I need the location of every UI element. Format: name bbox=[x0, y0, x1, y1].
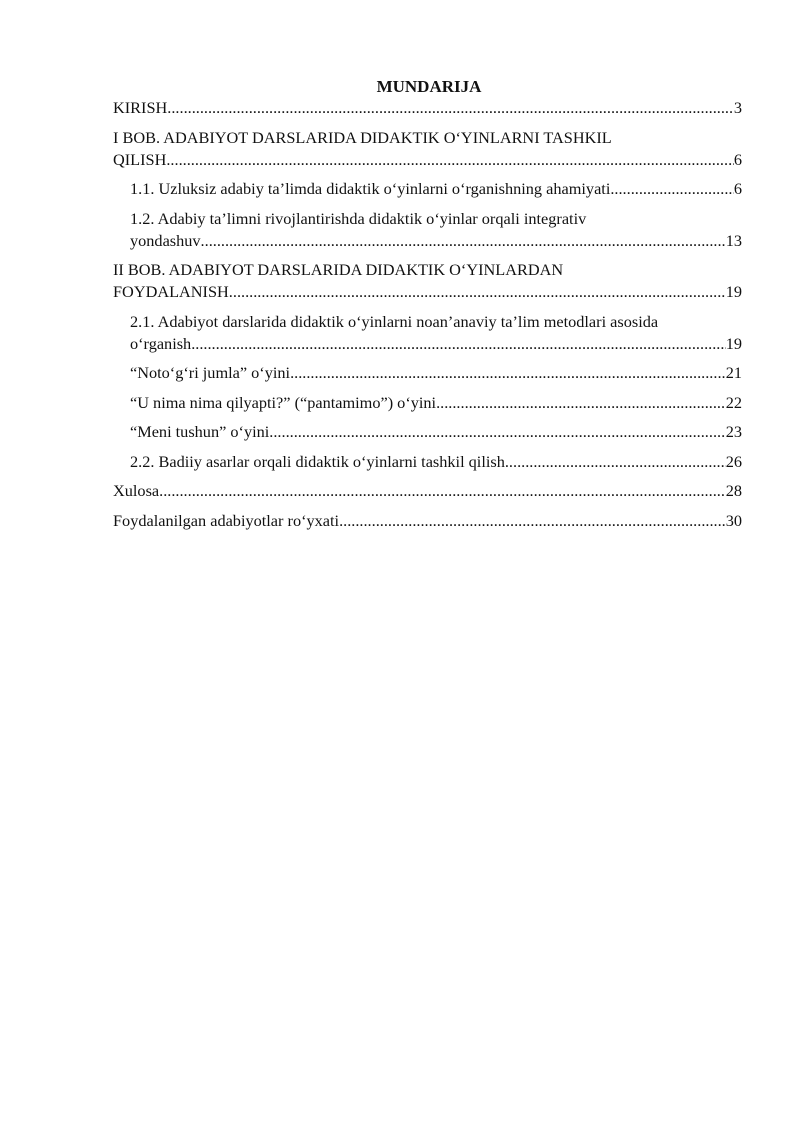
toc-entry-text: 2.2. Badiiy asarlar orqali didaktik o‘yinlarni tashkil qilish bbox=[130, 451, 505, 471]
toc-entry-text-line1: 1.2. Adabiy ta’limni rivojlantirishda didaktik o‘yinlar orqali integrativ bbox=[130, 208, 587, 228]
toc-entry-text: yondashuv bbox=[130, 230, 201, 250]
toc-entry-conclusion[interactable] bbox=[113, 480, 742, 502]
toc-entry-kirish[interactable] bbox=[113, 97, 742, 119]
toc-entry-section-1-1[interactable] bbox=[130, 178, 742, 200]
toc-page-number: 30 bbox=[725, 510, 742, 530]
toc-page-number: 6 bbox=[733, 149, 742, 169]
dot-leader bbox=[229, 281, 726, 303]
toc-entry-section-1-2[interactable] bbox=[130, 208, 742, 252]
table-of-contents bbox=[113, 97, 742, 532]
toc-page-number: 28 bbox=[725, 481, 742, 500]
toc-entry-text: o‘rganish bbox=[130, 333, 192, 353]
toc-entry-game-1[interactable] bbox=[130, 362, 742, 384]
dot-leader bbox=[201, 230, 726, 252]
dot-leader bbox=[505, 451, 726, 473]
toc-entry-section-2-1[interactable] bbox=[130, 311, 742, 355]
toc-page-number: 22 bbox=[725, 392, 742, 412]
toc-page-number: 6 bbox=[733, 179, 742, 198]
toc-entry-text: “Noto‘g‘ri jumla” o‘yini bbox=[130, 363, 291, 382]
toc-page-number: 21 bbox=[725, 363, 742, 382]
dot-leader bbox=[339, 510, 726, 532]
toc-entry-chapter-1[interactable] bbox=[113, 127, 742, 171]
toc-entry-text-line1: II BOB. ADABIYOT DARSLARIDA DIDAKTIK O‘YINLARDAN bbox=[113, 260, 564, 279]
toc-entry-text: “U nima nima qilyapti?” (“pantamimo”) o‘yini bbox=[130, 392, 437, 412]
dot-leader bbox=[167, 97, 734, 119]
toc-entry-text: Xulosa bbox=[113, 481, 160, 500]
toc-page-number: 19 bbox=[725, 282, 742, 301]
toc-entry-text: 1.1. Uzluksiz adabiy ta’limda didaktik o‘yinlarni o‘rganishning ahamiyati bbox=[130, 179, 611, 198]
dot-leader bbox=[436, 392, 726, 414]
toc-entry-text: Foydalanilgan adabiyotlar ro‘yxati bbox=[113, 510, 340, 530]
toc-entry-text: “Meni tushun” o‘yini bbox=[130, 422, 270, 441]
toc-entry-text: FOYDALANISH bbox=[113, 282, 229, 301]
toc-page-number: 19 bbox=[725, 333, 742, 353]
dot-leader bbox=[290, 362, 726, 384]
toc-entry-game-2[interactable] bbox=[130, 392, 742, 414]
toc-entry-text-line1: 2.1. Adabiyot darslarida didaktik o‘yinlarni noan’anaviy ta’lim metodlari asosida bbox=[130, 311, 659, 331]
dot-leader bbox=[269, 421, 725, 443]
toc-entry-section-2-2[interactable] bbox=[130, 451, 742, 473]
dot-leader bbox=[191, 333, 726, 355]
toc-entry-text-line1: I BOB. ADABIYOT DARSLARIDA DIDAKTIK O‘YINLARNI TASHKIL bbox=[113, 127, 612, 147]
dot-leader bbox=[610, 178, 734, 200]
toc-entry-text: KIRISH bbox=[113, 98, 168, 117]
toc-page-number: 3 bbox=[733, 98, 742, 117]
toc-page-number: 13 bbox=[725, 230, 742, 250]
toc-page-number: 23 bbox=[725, 422, 742, 441]
dot-leader bbox=[166, 149, 734, 171]
toc-entry-game-3[interactable] bbox=[130, 421, 742, 443]
toc-page-number: 26 bbox=[725, 451, 742, 471]
dot-leader bbox=[159, 480, 726, 502]
toc-entry-text: QILISH bbox=[113, 149, 167, 169]
toc-entry-references[interactable] bbox=[113, 510, 742, 532]
toc-title: MUNDARIJA bbox=[376, 77, 482, 96]
toc-entry-chapter-2[interactable] bbox=[113, 259, 742, 303]
